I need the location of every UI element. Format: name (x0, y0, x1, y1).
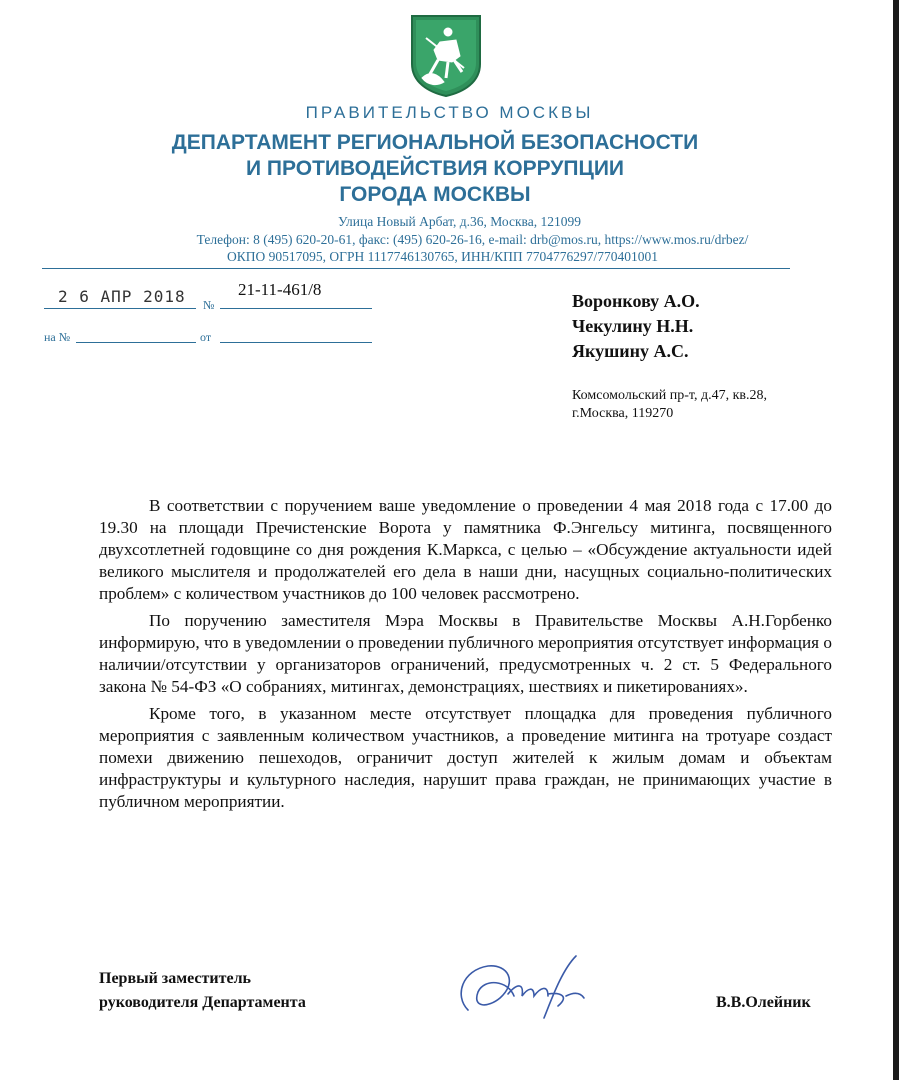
department-registry: ОКПО 90517095, ОГРН 1117746130765, ИНН/КПП 7704776297/770401001 (227, 249, 658, 264)
letterhead-divider (42, 268, 790, 269)
date-stamp: 2 6 АПР 2018 (58, 287, 186, 306)
number-line (220, 308, 372, 309)
signatory-title-line-1: Первый заместитель (99, 970, 251, 987)
outgoing-number: 21-11-461/8 (238, 280, 322, 299)
number-sign: № (203, 298, 215, 312)
body-paragraph: По поручению заместителя Мэра Москвы в Правительстве Москвы А.Н.Горбенко информирую, что в уведомлении о проведении публичного мероприятия отсутствует информация о наличии/отсутствии у организаторов ограничений, предусмотренных ч. 2 ст. 5 Федерального закона № 54-ФЗ «О собраниях, митингах, демонстрациях, шествиях и пикетированиях». (99, 611, 832, 696)
reply-to-label: на № (44, 330, 71, 344)
department-name-line-3: ГОРОДА МОСКВЫ (339, 183, 531, 206)
handwritten-signature (448, 948, 598, 1028)
signatory-title-line-2: руководителя Департамента (99, 994, 306, 1011)
department-contacts: Телефон: 8 (495) 620-20-61, факс: (495) 620-26-16, e-mail: drb@mos.ru, https://www.mos.ru/drbez/ (196, 232, 749, 247)
recipient-name: Якушину А.С. (572, 341, 689, 361)
department-address: Улица Новый Арбат, д.36, Москва, 121099 (337, 214, 581, 229)
body-paragraph: В соответствии с поручением ваше уведомление о проведении 4 мая 2018 года с 17.00 до 19.30 на площади Пречистенские Ворота у памятника Ф.Энгельсу митинга, посвященного двухсотлетней годовщине со дня рождения К.Маркса, с целью – «Обсуждение актуальности идей великого мыслителя и продолжателей его дела в наши дни, насущных социально-политических проблем» с количеством участников до 100 человек рассмотрено. (99, 496, 832, 603)
from-line (220, 342, 372, 343)
reply-to-line (76, 342, 196, 343)
recipient-name: Чекулину Н.Н. (572, 316, 694, 336)
recipient-address-line-1: Комсомольский пр-т, д.47, кв.28, (572, 388, 767, 403)
scan-border (893, 0, 899, 1080)
department-name-line-1: ДЕПАРТАМЕНТ РЕГИОНАЛЬНОЙ БЕЗОПАСНОСТИ (171, 131, 699, 154)
date-line (44, 308, 196, 309)
body-paragraph: Кроме того, в указанном месте отсутствует площадка для проведения публичного мероприятия с заявленным количеством участников, а проведение митинга на тротуаре создаст помехи движению пешеходов, ограничит доступ жителей к жилым домам и объектам инфраструктуры и культурного наследия, нарушит права граждан, не принимающих участие в публичном мероприятии. (99, 704, 832, 811)
department-name-line-2: И ПРОТИВОДЕЙСТВИЯ КОРРУПЦИИ (246, 157, 624, 180)
moscow-coat-of-arms-icon (408, 12, 484, 98)
letter-body (99, 495, 832, 818)
from-label: от (200, 330, 212, 344)
government-name: ПРАВИТЕЛЬСТВО МОСКВЫ (305, 103, 594, 122)
recipient-address-line-2: г.Москва, 119270 (572, 406, 674, 421)
recipient-name: Воронкову А.О. (572, 291, 700, 311)
signatory-name: В.В.Олейник (716, 994, 811, 1011)
